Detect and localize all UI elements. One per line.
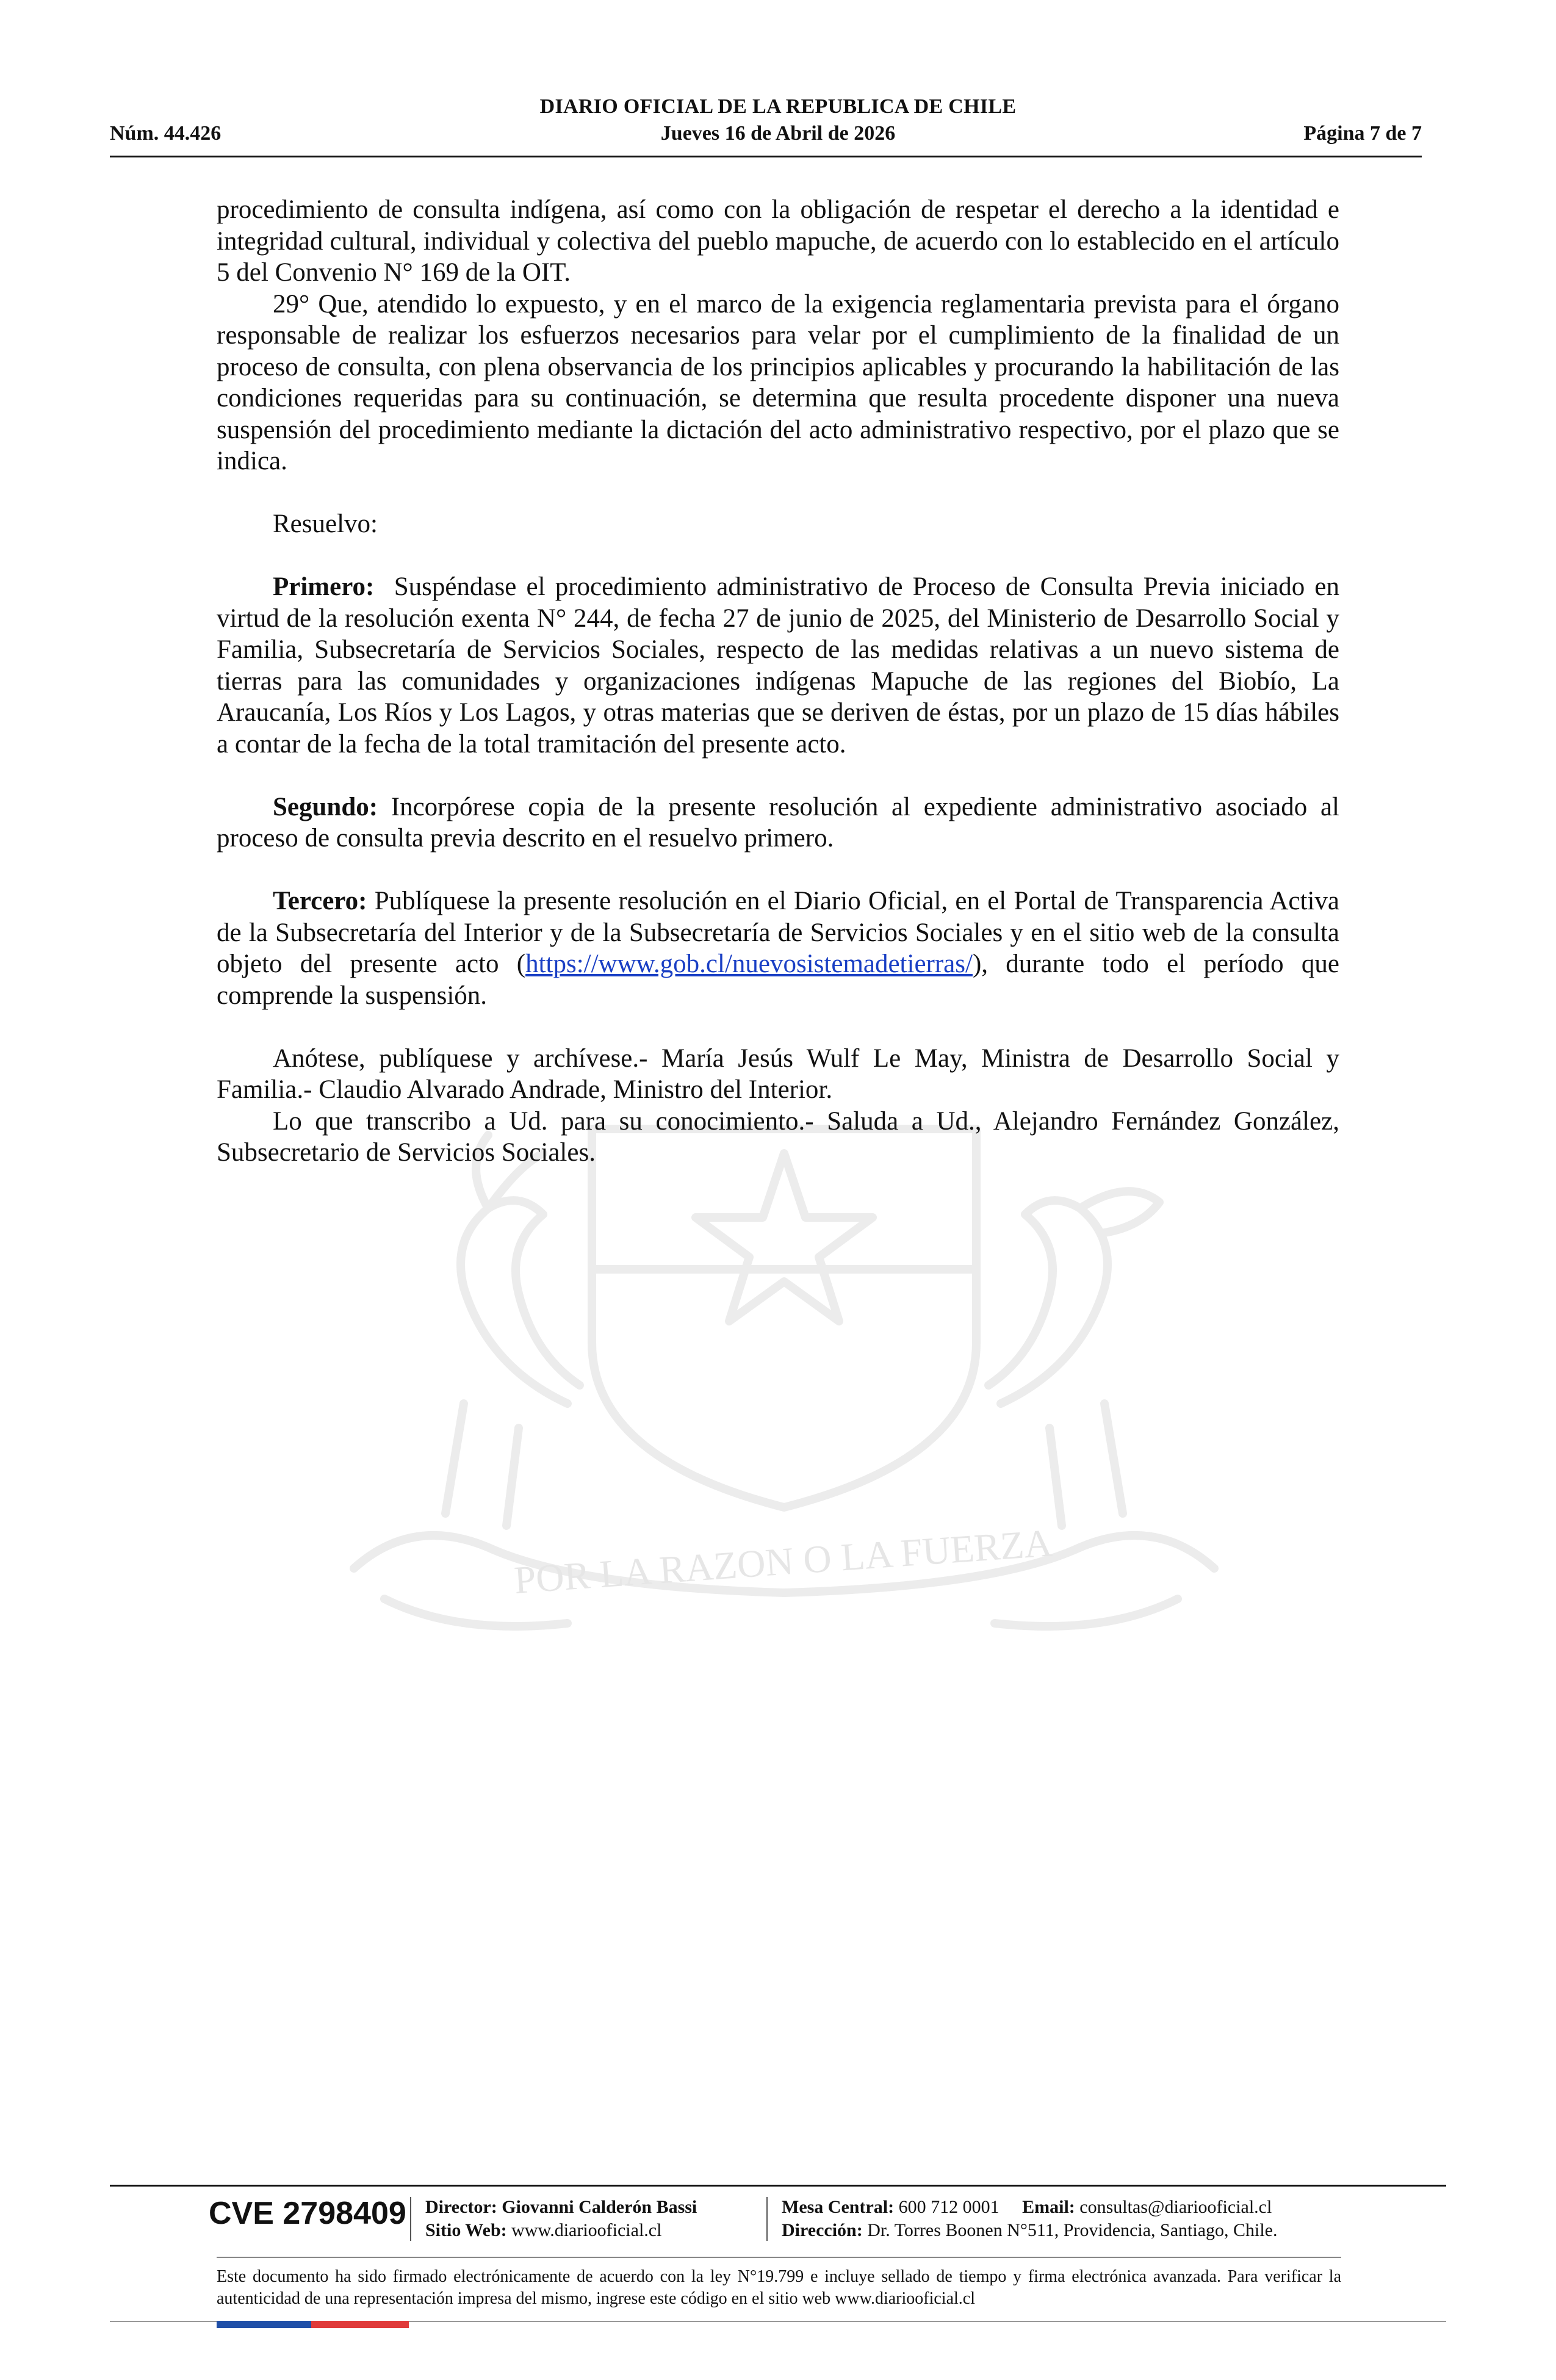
signature-note: Este documento ha sido firmado electrónicamente de acuerdo con la ley N°19.799 e incluye sellado de tiempo y firma electrónica avanzada. Para verificar la autenticidad de una representación impresa del mismo, ingrese este código en el sitio web www.diariooficial.cl xyxy=(217,2267,1341,2308)
address: Dr. Torres Boonen N°511, Providencia, Santiago, Chile. xyxy=(867,2220,1278,2240)
email-label: Email: xyxy=(1022,2197,1075,2217)
primero-text: Suspéndase el procedimiento administrativo de Proceso de Consulta Previa iniciado en virtud de la resolución exenta N° 244, de fecha 27 de junio de 2025, del Ministerio de Desarrollo Social y Familia, Subsecretaría de Servicios Sociales, respecto de las medidas relativas a un nuevo sistema de tierras para las comunidades y organizaciones indígenas Mapuche de las regiones del Biobío, La Araucanía, Los Ríos y Los Lagos, y otras materias que se deriven de éstas, por un plazo de 15 días hábiles a contar de la fecha de la total tramitación del presente acto. xyxy=(217,572,1339,759)
page-number: Página 7 de 7 xyxy=(1303,122,1422,145)
director-name: Giovanni Calderón Bassi xyxy=(502,2197,697,2217)
paragraph-oit: procedimiento de consulta indígena, así como con la obligación de respetar el derecho a la identidad e integridad cultural, individual y colectiva del pueblo mapuche, de acuerdo con lo establecido en el artículo 5 del Convenio N° 169 de la OIT. xyxy=(217,195,1339,287)
signoff: Anótese, publíquese y archívese.- María Jesús Wulf Le May, Ministra de Desarrollo Social y Familia.- Claudio Alvarado Andrade, Ministro del Interior. xyxy=(217,1044,1339,1104)
tercero-text-before: Publíquese la presente resolución en el Diario Oficial, en el Portal de Transparencia Activa de la Subsecretaría del Interior y de la Subsecretaría de Servicios Sociales y en el sitio web de la consulta objeto del presente acto ( xyxy=(217,887,1340,978)
document-body xyxy=(217,194,1339,1169)
footer-divider-top xyxy=(110,2185,1446,2187)
primero-label: Primero: xyxy=(273,572,375,601)
cve-code: CVE 2798409 xyxy=(209,2196,406,2231)
watermark-motto: POR LA RAZON O LA FUERZA xyxy=(513,1521,1054,1602)
address-label: Dirección: xyxy=(782,2220,863,2240)
footer-separator xyxy=(410,2197,411,2241)
coat-of-arms-watermark xyxy=(201,1086,1361,1666)
header-divider xyxy=(110,156,1422,157)
paragraph-29: 29° Que, atendido lo expuesto, y en el marco de la exigencia reglamentaria prevista para el órgano responsable de realizar los esfuerzos necesarios para velar por el cumplimiento de la finalidad de un proceso de consulta, con plena observancia de los principios aplicables y procurando la habilitación de las condiciones requeridas para su continuación, se determina que resulta procedente disponer una nueva suspensión del procedimiento mediante la dictación del acto administrativo respectivo, por el plazo que se indica. xyxy=(217,289,1339,475)
flag-stripe-blue xyxy=(217,2321,311,2328)
resolution-segundo xyxy=(217,792,1339,854)
footer-separator xyxy=(766,2197,768,2241)
director-label: Director: xyxy=(425,2197,497,2217)
flag-stripe-red xyxy=(311,2321,409,2328)
segundo-text: Incorpórese copia de la presente resolución al expediente administrativo asociado al proceso de consulta previa descrito en el resuelvo primero. xyxy=(217,792,1339,853)
resolution-primero xyxy=(217,571,1339,760)
tercero-label: Tercero: xyxy=(273,887,367,915)
email-address[interactable]: consultas@diariooficial.cl xyxy=(1079,2197,1272,2217)
closing: Lo que transcribo a Ud. para su conocimiento.- Saluda a Ud., Alejandro Fernández González, Subsecretario de Servicios Sociales. xyxy=(217,1106,1339,1167)
phone-number: 600 712 0001 xyxy=(898,2197,1000,2217)
issue-date: Jueves 16 de Abril de 2026 xyxy=(660,122,896,145)
tercero-text-after: ), durante todo el período que comprende la suspensión. xyxy=(217,950,1339,1010)
publication-title: DIARIO OFICIAL DE LA REPUBLICA DE CHILE xyxy=(539,95,1017,118)
footer-director-block xyxy=(425,2196,697,2242)
phone-label: Mesa Central: xyxy=(782,2197,895,2217)
website-link[interactable]: www.diariooficial.cl xyxy=(511,2220,662,2240)
footer-divider-mid xyxy=(217,2257,1341,2258)
consultation-site-link[interactable]: https://www.gob.cl/nuevosistemadetierras/ xyxy=(525,950,973,978)
website-label: Sitio Web: xyxy=(425,2220,507,2240)
issue-number: Núm. 44.426 xyxy=(110,122,222,145)
resolution-tercero xyxy=(217,885,1339,1011)
resuelvo-heading: Resuelvo: xyxy=(273,510,378,538)
segundo-label: Segundo: xyxy=(273,792,378,821)
footer-contact-block xyxy=(782,2196,1278,2242)
